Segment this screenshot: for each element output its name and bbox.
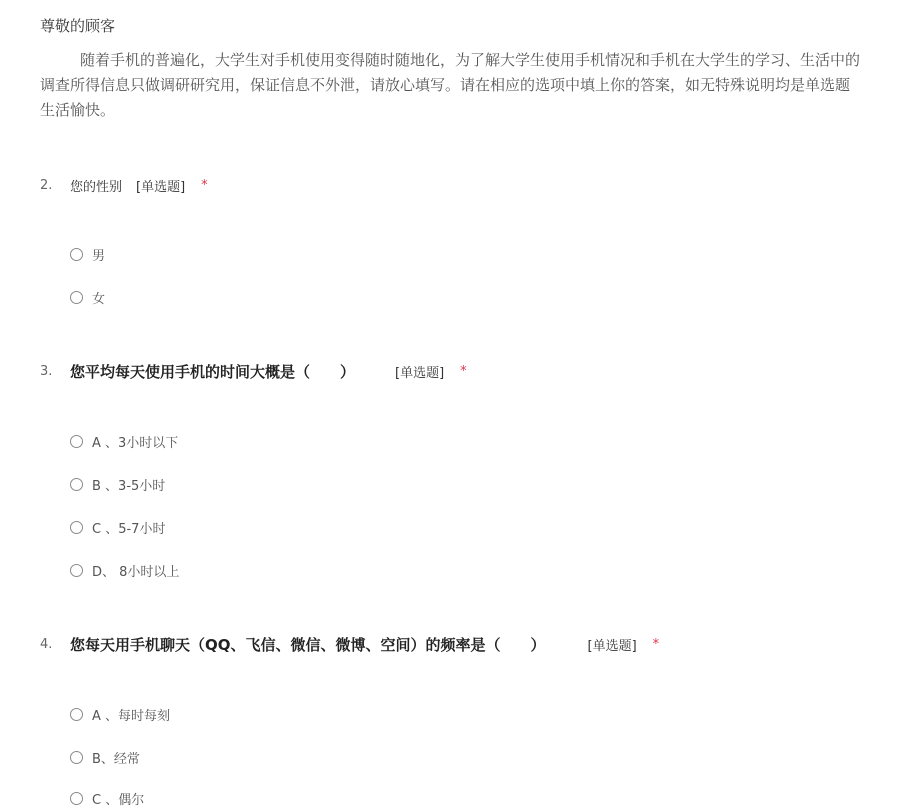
radio-button[interactable] — [70, 291, 83, 304]
option-c[interactable] — [70, 788, 144, 808]
radio-button[interactable] — [70, 521, 83, 534]
option-b[interactable] — [70, 747, 140, 767]
required-marker: * — [652, 636, 660, 652]
question-number: 3. — [40, 363, 53, 379]
question-title: 您的性别 — [70, 179, 123, 195]
option-label: 男 — [92, 248, 106, 264]
survey-intro — [40, 48, 900, 123]
option-female[interactable] — [70, 287, 105, 307]
option-c[interactable] — [70, 517, 165, 537]
question-title: 您平均每天使用手机的时间大概是（ ） — [70, 362, 356, 381]
option-a[interactable] — [70, 704, 170, 724]
required-marker: * — [201, 177, 208, 193]
radio-button[interactable] — [70, 478, 83, 491]
question-type: [单选题] — [395, 365, 445, 381]
option-label: 女 — [92, 291, 106, 307]
survey-greeting: 尊敬的顾客 — [40, 17, 116, 35]
radio-button[interactable] — [70, 435, 83, 448]
option-male[interactable] — [70, 244, 105, 264]
option-label: A 、每时每刻 — [92, 708, 171, 724]
radio-button[interactable] — [70, 708, 83, 721]
required-marker: * — [460, 363, 467, 379]
question-type: [单选题] — [136, 179, 186, 195]
question-gender — [40, 173, 900, 197]
radio-button[interactable] — [70, 564, 83, 577]
option-b[interactable] — [70, 474, 165, 494]
option-label: B、经常 — [92, 751, 140, 767]
question-number: 4. — [40, 636, 53, 652]
question-chat-frequency — [40, 632, 900, 656]
radio-button[interactable] — [70, 248, 83, 261]
question-daily-usage — [40, 359, 900, 383]
question-number: 2. — [40, 177, 53, 193]
survey-intro-line: 生活愉快。 — [40, 101, 116, 119]
survey-intro-line: 随着手机的普遍化，大学生对手机使用变得随时随地化，为了解大学生使用手机情况和手机在大学生的学习、生活中的 — [80, 51, 861, 69]
option-label: B 、3-5小时 — [92, 478, 166, 494]
question-type: [单选题] — [587, 638, 637, 654]
option-a[interactable] — [70, 431, 178, 451]
option-label: C 、5-7小时 — [92, 521, 166, 537]
option-label: D、 8小时以上 — [92, 564, 180, 580]
option-label: C 、偶尔 — [92, 792, 145, 808]
survey-intro-line: 调查所得信息只做调研研究用，保证信息不外泄，请放心填写。请在相应的选项中填上你的答案，如无特殊说明均是单选题 — [40, 76, 851, 94]
radio-button[interactable] — [70, 792, 83, 805]
radio-button[interactable] — [70, 751, 83, 764]
question-title: 您每天用手机聊天（QQ、飞信、微信、微博、空间）的频率是（ ） — [70, 635, 546, 654]
option-label: A 、3小时以下 — [92, 435, 179, 451]
option-d[interactable] — [70, 560, 179, 580]
